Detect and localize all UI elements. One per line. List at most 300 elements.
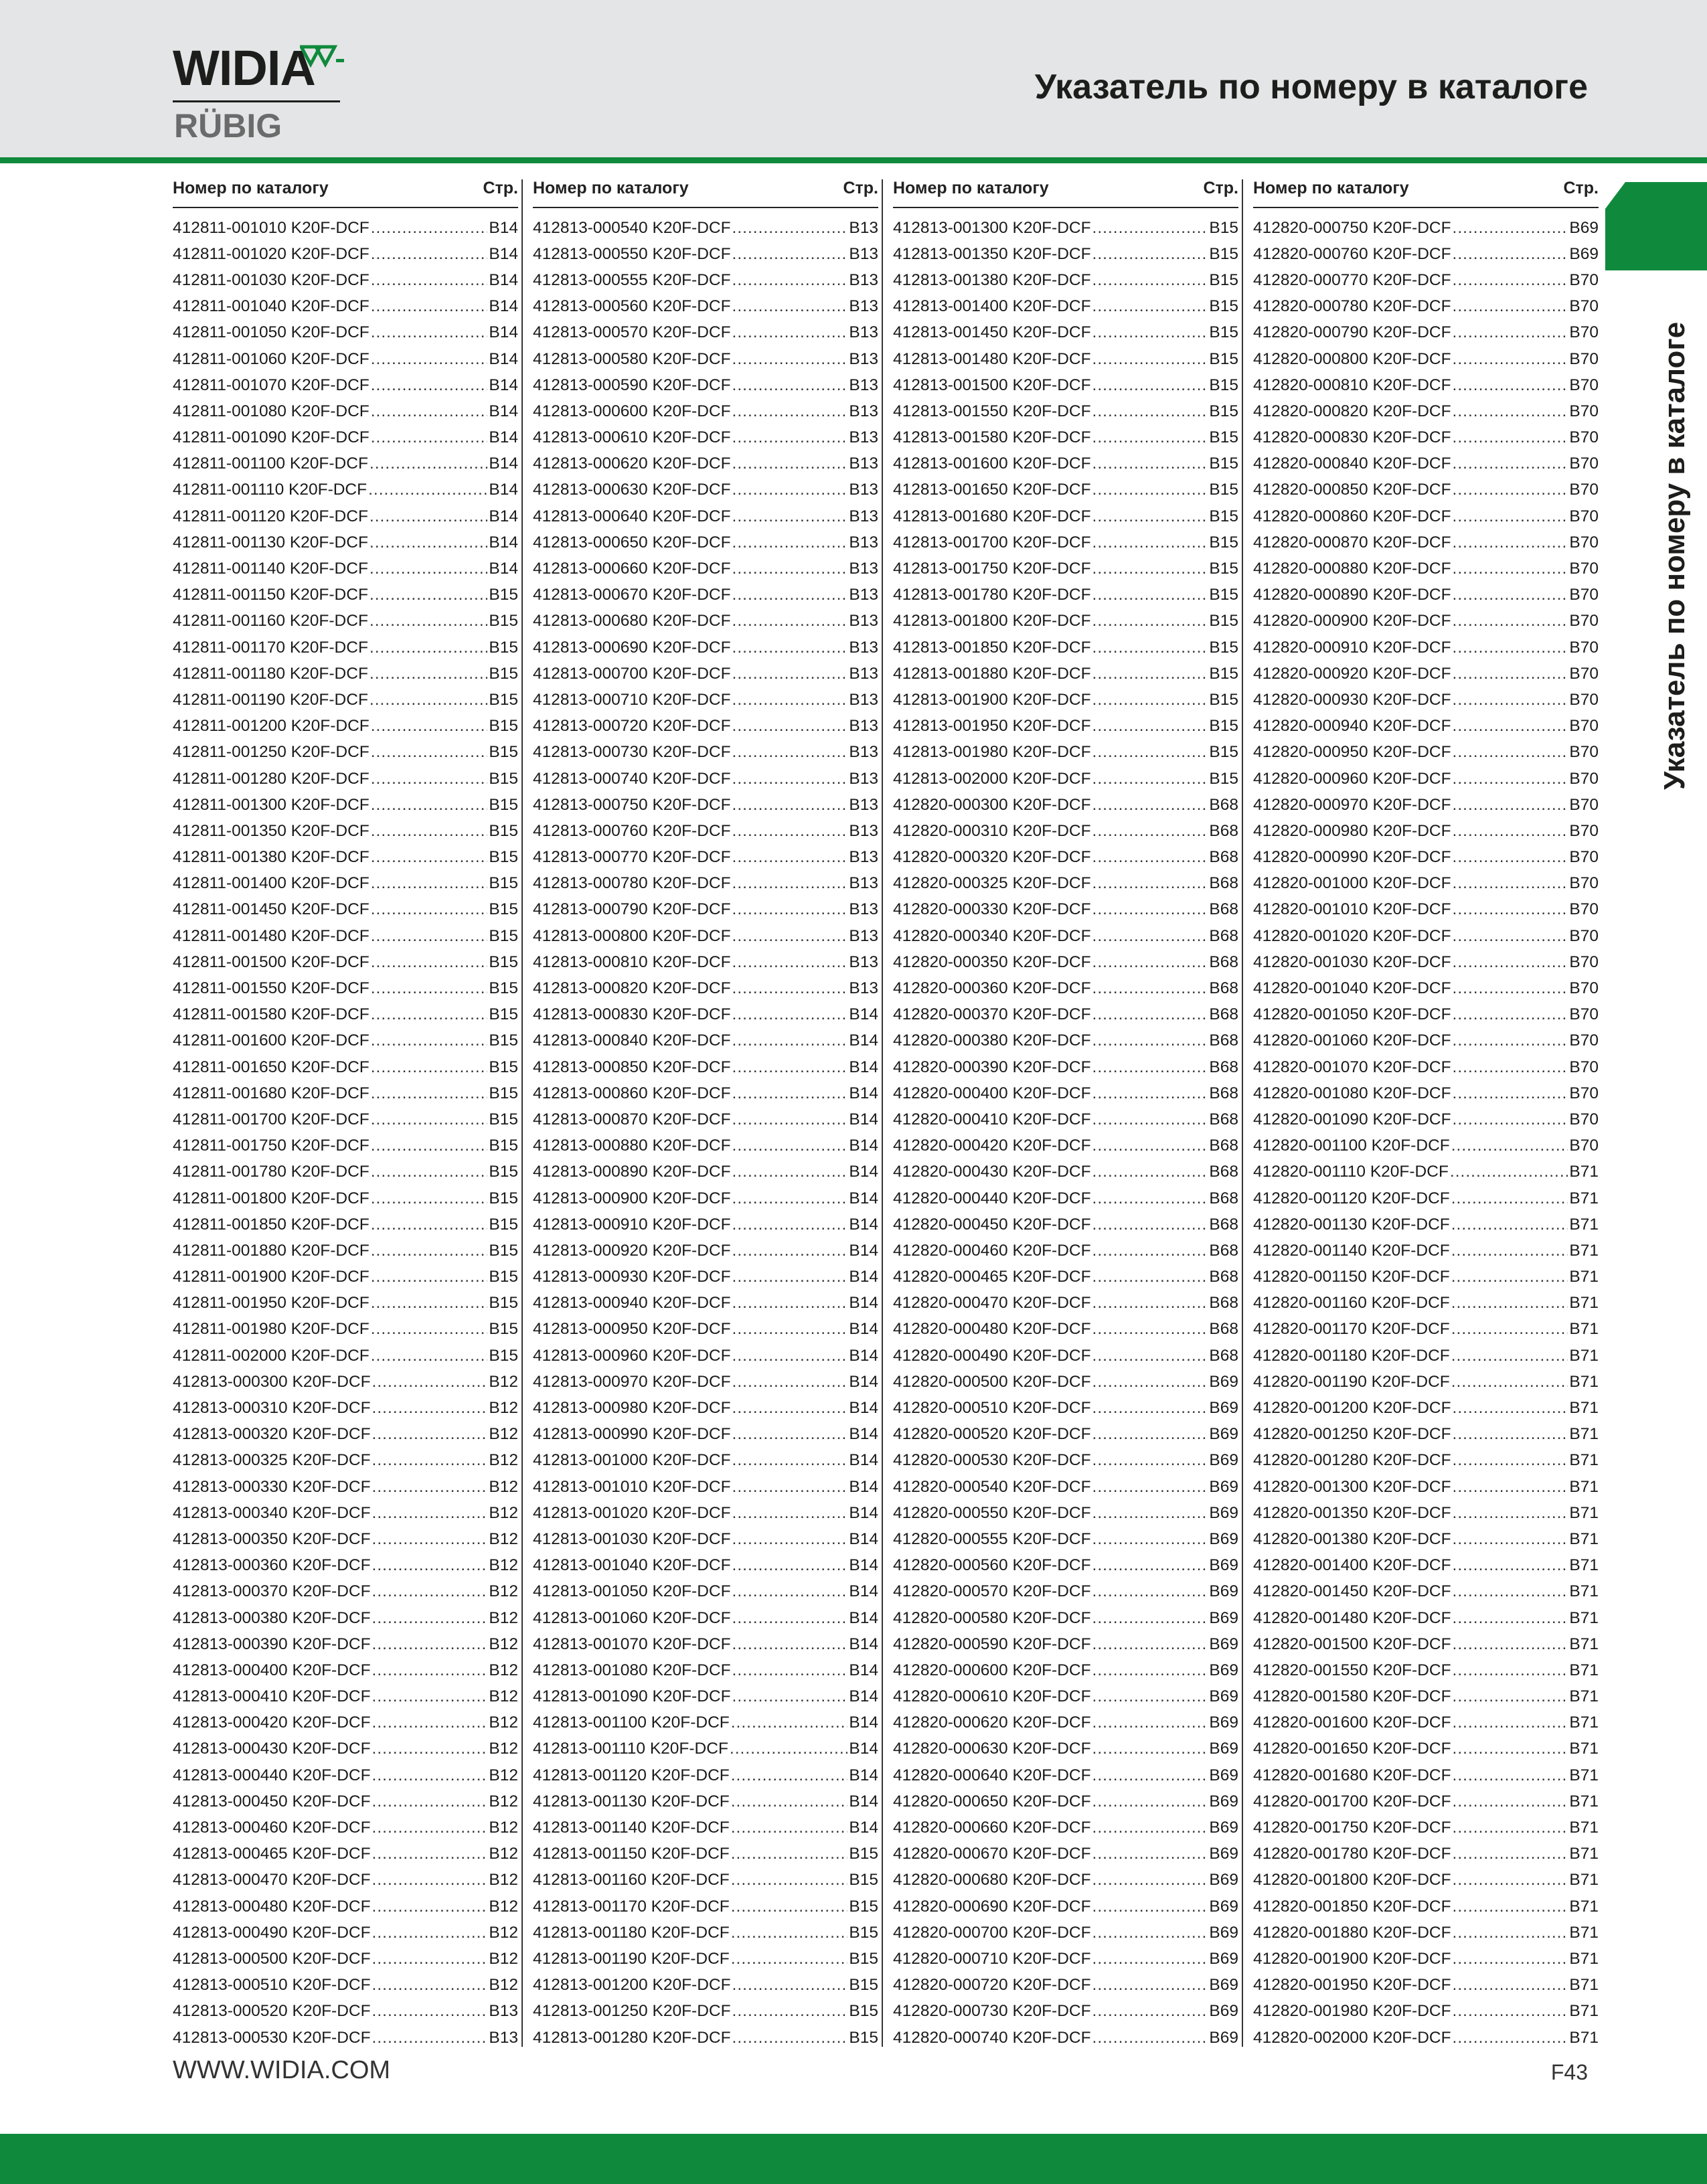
dot-leader: [732, 1661, 848, 1680]
index-row: [893, 1946, 1238, 1972]
catalog-number: 412813-000690 K20F-DCF: [533, 638, 731, 657]
catalog-number: 412811-001750 K20F-DCF: [173, 1137, 370, 1155]
page-reference: B14: [849, 1529, 878, 1548]
dot-leader: [732, 1031, 848, 1050]
dot-leader: [371, 350, 488, 369]
index-row: [893, 845, 1238, 871]
index-row: [893, 215, 1238, 241]
page-reference: B13: [849, 821, 878, 840]
page-reference: B14: [849, 1294, 878, 1313]
index-row: [1253, 1762, 1599, 1788]
page-reference: B69: [1209, 2002, 1238, 2021]
index-row: [893, 1002, 1238, 1028]
index-row: [1253, 1028, 1599, 1054]
index-row: [893, 713, 1238, 740]
page-reference: B71: [1569, 1661, 1599, 1679]
dot-leader: [1453, 848, 1568, 867]
column-list: [533, 215, 878, 2051]
dot-leader: [732, 402, 848, 421]
dot-leader: [1092, 1242, 1208, 1260]
page-reference: B71: [1569, 1529, 1599, 1548]
page-reference: B70: [1569, 638, 1599, 657]
page-reference: B71: [1569, 1949, 1599, 1968]
catalog-number: 412820-000750 K20F-DCF: [1253, 218, 1451, 237]
page-reference: B15: [1209, 717, 1238, 736]
dot-leader: [732, 1005, 848, 1024]
page-reference: B68: [1209, 1110, 1238, 1128]
dot-leader: [1453, 1871, 1568, 1889]
index-row: [533, 1815, 878, 1841]
dot-leader: [1092, 428, 1208, 447]
dot-leader: [371, 219, 488, 238]
index-row: [173, 1788, 518, 1815]
dot-leader: [1451, 1347, 1568, 1365]
catalog-number: 412813-000370 K20F-DCF: [173, 1582, 371, 1601]
dot-leader: [371, 297, 488, 316]
page-reference: B14: [489, 507, 518, 525]
catalog-number: 412813-000570 K20F-DCF: [533, 323, 731, 342]
catalog-number: 412813-001060 K20F-DCF: [533, 1608, 731, 1627]
page-reference: B71: [1569, 2028, 1599, 2047]
catalog-number: 412811-001950 K20F-DCF: [173, 1294, 370, 1313]
page-reference: B13: [849, 795, 878, 814]
catalog-number: 412820-001130 K20F-DCF: [1253, 1215, 1450, 1234]
page-reference: B12: [489, 1608, 518, 1627]
page-reference: B71: [1569, 1215, 1599, 1234]
index-row: [533, 1946, 878, 1972]
catalog-number: 412820-000570 K20F-DCF: [893, 1582, 1091, 1601]
index-row: [533, 1684, 878, 1710]
index-row: [1253, 215, 1599, 241]
column-header-rule: [1253, 207, 1599, 208]
dot-leader: [732, 428, 848, 447]
dot-leader: [1092, 1399, 1208, 1418]
index-row: [1253, 1422, 1599, 1448]
index-row: [533, 1553, 878, 1579]
index-row: [533, 582, 878, 608]
index-row: [1253, 1999, 1599, 2025]
catalog-number: 412820-001000 K20F-DCF: [1253, 874, 1451, 893]
dot-leader: [732, 953, 848, 972]
index-row: [533, 1972, 878, 1999]
index-row: [893, 582, 1238, 608]
catalog-number: 412820-000400 K20F-DCF: [893, 1084, 1091, 1102]
page-reference: B69: [1209, 1661, 1238, 1679]
page-reference: B70: [1569, 481, 1599, 499]
page-reference: B15: [489, 690, 518, 709]
page-reference: B14: [849, 1084, 878, 1102]
dot-leader: [371, 848, 488, 867]
dot-leader: [732, 691, 848, 709]
dot-leader: [1453, 612, 1568, 631]
catalog-number: 412820-001040 K20F-DCF: [1253, 979, 1451, 998]
page-reference: B69: [1209, 1923, 1238, 1942]
page-reference: B14: [489, 218, 518, 237]
dot-leader: [372, 1845, 488, 1863]
catalog-number: 412813-000770 K20F-DCF: [533, 848, 731, 867]
dot-leader: [371, 1189, 488, 1208]
page-reference: B15: [489, 1110, 518, 1128]
index-row: [893, 608, 1238, 635]
index-row: [533, 1133, 878, 1159]
page-reference: B13: [849, 926, 878, 945]
page-reference: B14: [849, 1425, 878, 1444]
catalog-number: 412820-000310 K20F-DCF: [893, 821, 1091, 840]
catalog-number: 412813-001950 K20F-DCF: [893, 717, 1091, 736]
dot-leader: [732, 770, 848, 788]
page-reference: B71: [1569, 1346, 1599, 1365]
catalog-number: 412813-000840 K20F-DCF: [533, 1031, 731, 1050]
catalog-number: 412813-000430 K20F-DCF: [173, 1740, 371, 1758]
index-row: [893, 556, 1238, 582]
index-row: [893, 477, 1238, 503]
catalog-number: 412813-000490 K20F-DCF: [173, 1923, 371, 1942]
index-row: [893, 923, 1238, 949]
catalog-number: 412811-001060 K20F-DCF: [173, 349, 370, 368]
index-row: [1253, 582, 1599, 608]
index-row: [533, 1002, 878, 1028]
dot-leader: [370, 454, 487, 473]
page-reference: B12: [489, 1949, 518, 1968]
column-header-rule: [533, 207, 878, 208]
index-row: [1253, 923, 1599, 949]
catalog-number: 412820-000450 K20F-DCF: [893, 1215, 1091, 1234]
index-row: [533, 1080, 878, 1106]
index-row: [1253, 1317, 1599, 1343]
page-reference: B68: [1209, 979, 1238, 998]
index-row: [173, 320, 518, 346]
index-row: [533, 1920, 878, 1946]
page-reference: B70: [1569, 979, 1599, 998]
catalog-number: 412813-001160 K20F-DCF: [533, 1871, 730, 1889]
column-header: [173, 176, 518, 203]
index-row: [893, 1736, 1238, 1762]
page-reference: B69: [1569, 244, 1599, 263]
page-reference: B68: [1209, 1241, 1238, 1260]
page-reference: B69: [1209, 1897, 1238, 1916]
index-row: [533, 1264, 878, 1290]
catalog-number: 412811-001070 K20F-DCF: [173, 375, 370, 394]
catalog-number: 412813-001550 K20F-DCF: [893, 402, 1091, 420]
index-row: [533, 425, 878, 451]
index-row: [173, 1106, 518, 1132]
page-reference: B68: [1209, 1268, 1238, 1286]
page-reference: B70: [1569, 1058, 1599, 1076]
catalog-number: 412813-001450 K20F-DCF: [893, 323, 1091, 342]
page-reference: B69: [1209, 1425, 1238, 1444]
catalog-number: 412820-001680 K20F-DCF: [1253, 1766, 1451, 1784]
dot-leader: [372, 1740, 488, 1758]
catalog-number: 412820-000820 K20F-DCF: [1253, 402, 1451, 420]
index-row: [893, 241, 1238, 267]
index-row: [1253, 1605, 1599, 1631]
index-row: [533, 1422, 878, 1448]
index-row: [173, 582, 518, 608]
index-row: [173, 346, 518, 372]
dot-leader: [1092, 533, 1208, 552]
page-reference: B12: [489, 1425, 518, 1444]
catalog-number: 412813-001680 K20F-DCF: [893, 507, 1091, 525]
dot-leader: [370, 507, 487, 526]
page-reference: B14: [849, 1819, 878, 1837]
index-row: [173, 792, 518, 818]
header-green-rule: [0, 157, 1707, 163]
page-reference: B13: [849, 375, 878, 394]
page-reference: B69: [1209, 1766, 1238, 1784]
column-header-code: Номер по каталогу: [1253, 179, 1409, 197]
catalog-number: 412820-000540 K20F-DCF: [893, 1477, 1091, 1496]
catalog-number: 412820-000520 K20F-DCF: [893, 1425, 1091, 1444]
index-row: [173, 949, 518, 975]
page-reference: B12: [489, 1556, 518, 1575]
dot-leader: [1092, 953, 1208, 972]
page-reference: B15: [489, 1031, 518, 1050]
index-row: [533, 845, 878, 871]
dot-leader: [372, 1530, 488, 1549]
dot-leader: [1092, 1687, 1208, 1706]
index-row: [1253, 1002, 1599, 1028]
page-reference: B68: [1209, 795, 1238, 814]
dot-leader: [1451, 1373, 1568, 1392]
index-row: [173, 687, 518, 713]
dot-leader: [1092, 1373, 1208, 1392]
index-row: [173, 477, 518, 503]
index-row: [173, 1815, 518, 1841]
index-row: [173, 635, 518, 661]
index-row: [1253, 320, 1599, 346]
logo-divider: [173, 100, 340, 102]
catalog-number: 412811-001880 K20F-DCF: [173, 1241, 370, 1260]
dot-leader: [372, 1898, 488, 1916]
catalog-number: 412813-000650 K20F-DCF: [533, 533, 731, 552]
dot-leader: [1092, 665, 1208, 683]
catalog-number: 412820-000990 K20F-DCF: [1253, 848, 1451, 867]
catalog-number: 412820-001480 K20F-DCF: [1253, 1608, 1451, 1627]
catalog-number: 412820-001780 K20F-DCF: [1253, 1845, 1451, 1863]
catalog-number: 412820-000350 K20F-DCF: [893, 952, 1091, 971]
index-row: [533, 1867, 878, 1894]
catalog-number: 412820-001550 K20F-DCF: [1253, 1661, 1451, 1679]
index-row: [893, 1474, 1238, 1500]
dot-leader: [1092, 1871, 1208, 1889]
index-row: [533, 661, 878, 687]
index-row: [893, 1054, 1238, 1080]
index-row: [173, 556, 518, 582]
dot-leader: [372, 1713, 488, 1732]
index-row: [173, 740, 518, 766]
catalog-number: 412820-001350 K20F-DCF: [1253, 1503, 1451, 1522]
page-reference: B70: [1569, 402, 1599, 420]
index-row: [173, 372, 518, 398]
catalog-number: 412813-001480 K20F-DCF: [893, 349, 1091, 368]
page-reference: B15: [489, 1137, 518, 1155]
dot-leader: [371, 1268, 488, 1286]
dot-leader: [732, 1556, 848, 1575]
index-row: [1253, 845, 1599, 871]
dot-leader: [1092, 1451, 1208, 1470]
catalog-number: 412820-001070 K20F-DCF: [1253, 1058, 1451, 1076]
dot-leader: [732, 1294, 848, 1313]
page-reference: B14: [849, 1215, 878, 1234]
page-reference: B14: [489, 244, 518, 263]
catalog-number: 412813-000400 K20F-DCF: [173, 1661, 371, 1679]
dot-leader: [1453, 1766, 1568, 1785]
dot-leader: [731, 1871, 848, 1889]
page-reference: B68: [1209, 1346, 1238, 1365]
page-reference: B69: [1209, 1634, 1238, 1653]
page-reference: B70: [1569, 1110, 1599, 1128]
dot-leader: [732, 822, 848, 841]
catalog-number: 412820-001170 K20F-DCF: [1253, 1320, 1450, 1339]
index-row: [893, 1448, 1238, 1474]
page-reference: B70: [1569, 428, 1599, 447]
catalog-number: 412820-000880 K20F-DCF: [1253, 560, 1451, 578]
catalog-number: 412813-001190 K20F-DCF: [533, 1949, 730, 1968]
dot-leader: [1092, 1924, 1208, 1942]
column-list: [893, 215, 1238, 2051]
catalog-number: 412813-001900 K20F-DCF: [893, 690, 1091, 709]
index-row: [1253, 1290, 1599, 1317]
dot-leader: [372, 2029, 488, 2047]
column-separator: [882, 179, 883, 2047]
page-reference: B70: [1569, 297, 1599, 316]
index-row: [173, 241, 518, 267]
catalog-number: 412813-001400 K20F-DCF: [893, 297, 1091, 316]
catalog-number: 412820-000900 K20F-DCF: [1253, 612, 1451, 631]
index-row: [533, 451, 878, 477]
index-row: [1253, 2025, 1599, 2051]
catalog-number: 412820-000590 K20F-DCF: [893, 1634, 1091, 1653]
catalog-number: 412813-000500 K20F-DCF: [173, 1949, 371, 1968]
column-header-rule: [893, 207, 1238, 208]
dot-leader: [1092, 1976, 1208, 1995]
dot-leader: [1092, 874, 1208, 893]
page-reference: B13: [849, 848, 878, 867]
index-row: [1253, 1395, 1599, 1421]
dot-leader: [1453, 770, 1568, 788]
page-reference: B69: [1209, 1792, 1238, 1811]
index-row: [533, 1395, 878, 1421]
index-row: [533, 608, 878, 635]
catalog-number: 412820-000620 K20F-DCF: [893, 1713, 1091, 1732]
index-row: [533, 1657, 878, 1683]
page-reference: B71: [1569, 1189, 1599, 1207]
page-reference: B12: [489, 1713, 518, 1732]
index-row: [893, 975, 1238, 1001]
dot-leader: [732, 1687, 848, 1706]
dot-leader: [1453, 1687, 1568, 1706]
catalog-number: 412811-001090 K20F-DCF: [173, 428, 370, 447]
catalog-number: 412820-000830 K20F-DCF: [1253, 428, 1451, 447]
page-reference: B13: [849, 454, 878, 473]
page-reference: B14: [489, 428, 518, 447]
page-reference: B15: [489, 638, 518, 657]
dot-leader: [1453, 1556, 1568, 1575]
index-row: [1253, 1736, 1599, 1762]
page-reference: B69: [1209, 1871, 1238, 1889]
page-reference: B15: [849, 1845, 878, 1863]
catalog-number: 412813-001650 K20F-DCF: [893, 481, 1091, 499]
dot-leader: [1092, 1215, 1208, 1234]
catalog-number: 412811-001130 K20F-DCF: [173, 533, 368, 552]
index-row: [1253, 1106, 1599, 1132]
index-row: [533, 897, 878, 923]
page-reference: B71: [1569, 1399, 1599, 1418]
catalog-number: 412820-001180 K20F-DCF: [1253, 1346, 1450, 1365]
index-row: [893, 1080, 1238, 1106]
index-row: [533, 1343, 878, 1369]
page-reference: B13: [849, 297, 878, 316]
catalog-number: 412811-001010 K20F-DCF: [173, 218, 370, 237]
column-header-code: Номер по каталогу: [533, 179, 689, 197]
catalog-number: 412813-000540 K20F-DCF: [533, 218, 731, 237]
index-row: [1253, 661, 1599, 687]
page-reference: B70: [1569, 690, 1599, 709]
catalog-number: 412820-001650 K20F-DCF: [1253, 1740, 1451, 1758]
index-row: [173, 923, 518, 949]
page-reference: B14: [849, 1687, 878, 1706]
page-reference: B68: [1209, 1058, 1238, 1076]
page-reference: B15: [489, 1189, 518, 1207]
catalog-number: 412820-000670 K20F-DCF: [893, 1845, 1091, 1863]
dot-leader: [371, 402, 488, 421]
catalog-number: 412813-000930 K20F-DCF: [533, 1268, 731, 1286]
catalog-number: 412820-000740 K20F-DCF: [893, 2028, 1091, 2047]
page-reference: B14: [849, 1320, 878, 1339]
catalog-number: 412820-001250 K20F-DCF: [1253, 1425, 1451, 1444]
catalog-number: 412811-001110 K20F-DCF: [173, 481, 368, 499]
catalog-number: 412813-000440 K20F-DCF: [173, 1766, 371, 1784]
dot-leader: [731, 1819, 848, 1837]
index-row: [893, 1264, 1238, 1290]
index-row: [533, 687, 878, 713]
index-row: [173, 897, 518, 923]
dot-leader: [732, 2002, 848, 2021]
catalog-number: 412811-001040 K20F-DCF: [173, 297, 370, 316]
index-row: [893, 503, 1238, 529]
widia-mark-icon: [300, 44, 347, 78]
index-row: [1253, 949, 1599, 975]
catalog-number: 412820-001900 K20F-DCF: [1253, 1949, 1451, 1968]
page-reference: B14: [489, 297, 518, 316]
catalog-number: 412813-000700 K20F-DCF: [533, 664, 731, 683]
dot-leader: [732, 1425, 848, 1444]
catalog-number: 412820-000480 K20F-DCF: [893, 1320, 1091, 1339]
dot-leader: [1092, 1950, 1208, 1968]
page-reference: B14: [849, 1634, 878, 1653]
index-row: [533, 2025, 878, 2051]
page-reference: B14: [849, 1792, 878, 1811]
page-reference: B69: [1209, 1819, 1238, 1837]
catalog-number: 412813-000555 K20F-DCF: [533, 270, 731, 289]
dot-leader: [732, 1268, 848, 1286]
dot-leader: [368, 481, 487, 499]
page-reference: B15: [1209, 297, 1238, 316]
dot-leader: [731, 1950, 848, 1968]
index-row: [173, 1710, 518, 1736]
dot-leader: [732, 796, 848, 815]
page-reference: B15: [1209, 560, 1238, 578]
page-reference: B13: [849, 244, 878, 263]
dot-leader: [1092, 454, 1208, 473]
page-reference: B15: [489, 664, 518, 683]
catalog-number: 412820-000650 K20F-DCF: [893, 1792, 1091, 1811]
index-row: [173, 529, 518, 556]
page-reference: B15: [1209, 533, 1238, 552]
dot-leader: [1092, 297, 1208, 316]
dot-leader: [1453, 927, 1568, 946]
index-row: [1253, 241, 1599, 267]
